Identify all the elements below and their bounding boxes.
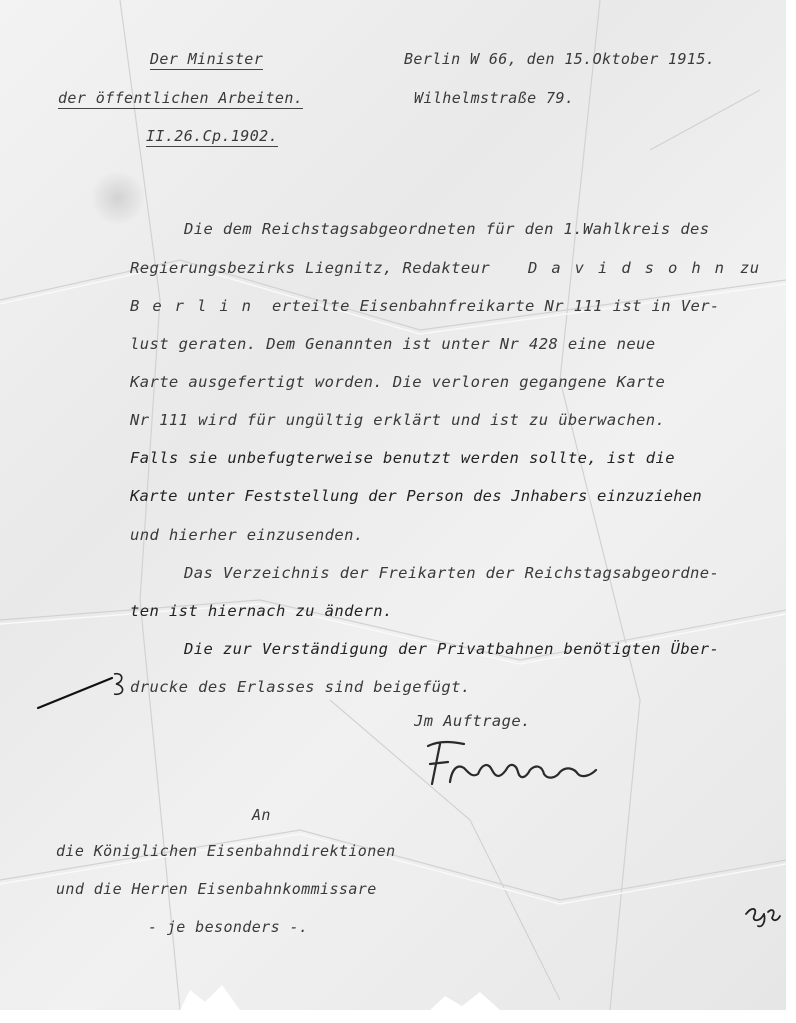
body-line-10: Das Verzeichnis der Freikarten der Reichstagsabgeordne- xyxy=(184,564,720,582)
in-order-line: Jm Auftrage. xyxy=(414,712,531,730)
body-line-2: Regierungsbezirks Liegnitz, Redakteur xyxy=(130,259,491,277)
sender-line-1: Der Minister xyxy=(150,50,264,68)
body-line-1: Die dem Reichstagsabgeordneten für den 1.Wahlkreis des xyxy=(184,220,710,238)
addressee-line-3: - je besonders -. xyxy=(148,918,309,936)
body-line-6: Nr 111 wird für ungültig erklärt und ist zu überwachen. xyxy=(130,411,666,429)
body-line-11: ten ist hiernach zu ändern. xyxy=(130,602,393,620)
street-address: Wilhelmstraße 79. xyxy=(414,89,575,107)
body-line-12: Die zur Verständigung der Privatbahnen benötigten Über- xyxy=(184,640,720,658)
handwritten-initials xyxy=(742,900,782,930)
body-line-13: drucke des Erlasses sind beigefügt. xyxy=(130,678,471,696)
body-line-5: Karte ausgefertigt worden. Die verloren gegangene Karte xyxy=(130,373,666,391)
signature xyxy=(420,738,600,788)
paper-stain xyxy=(92,172,144,224)
place-and-date: Berlin W 66, den 15.Oktober 1915. xyxy=(404,50,716,68)
body-line-4: lust geraten. Dem Genannten ist unter Nr 428 eine neue xyxy=(130,335,656,353)
body-line-8: Karte unter Feststellung der Person des Jnhabers einzuziehen xyxy=(130,487,702,505)
spaced-city: Berlin xyxy=(130,297,264,315)
body-line-7: Falls sie unbefugterweise benutzt werden sollte, ist die xyxy=(130,449,675,467)
body-line-3: erteilte Eisenbahnfreikarte Nr 111 ist in Ver- xyxy=(272,297,720,315)
spaced-name: Davidsohn xyxy=(528,259,738,277)
addressee-line-2: und die Herren Eisenbahnkommissare xyxy=(56,880,377,898)
margin-pen-mark xyxy=(36,664,132,712)
sender-line-2: der öffentlichen Arbeiten. xyxy=(58,89,304,107)
body-line-2-end: zu xyxy=(740,259,760,277)
addressee-to: An xyxy=(252,806,271,824)
reference-number: II.26.Cp.1902. xyxy=(146,127,279,145)
addressee-line-1: die Königlichen Eisenbahndirektionen xyxy=(56,842,396,860)
body-line-9: und hierher einzusenden. xyxy=(130,526,364,544)
